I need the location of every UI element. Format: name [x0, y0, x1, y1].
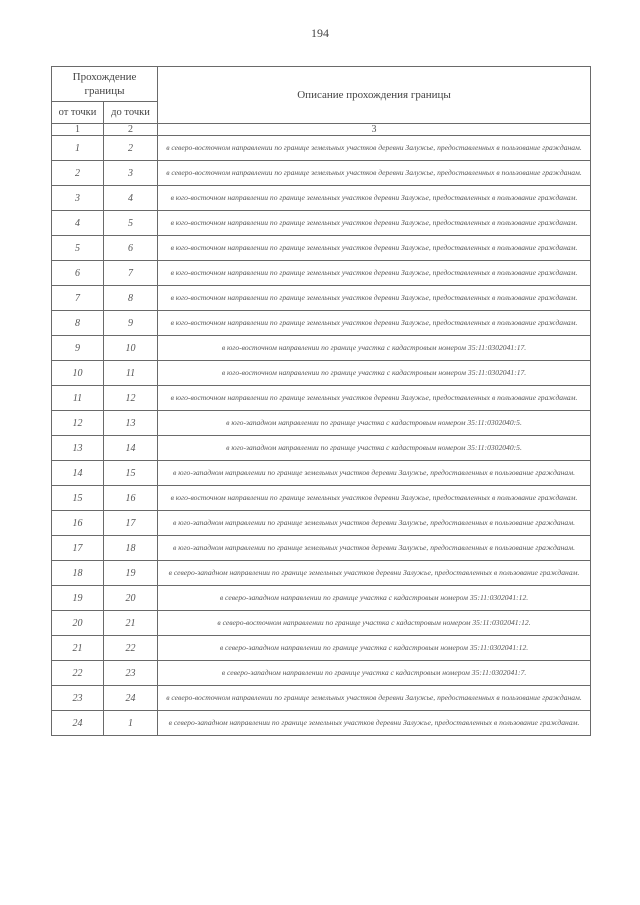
table-body	[52, 136, 591, 736]
table-row	[52, 486, 591, 511]
description-cell: в юго-восточном направлении по границе участка с кадастровым номером 35:11:0302041:17.	[158, 336, 591, 361]
from-point-cell: 15	[52, 486, 104, 511]
table-row	[52, 636, 591, 661]
table-row	[52, 436, 591, 461]
description-cell: в юго-восточном направлении по границе земельных участков деревни Залужье, предоставленных в пользование гражданам.	[158, 236, 591, 261]
description-cell: в северо-западном направлении по границе земельных участков деревни Залужье, предоставленных в пользование гражданам.	[158, 711, 591, 736]
from-point-cell: 8	[52, 311, 104, 336]
to-point-cell: 3	[104, 161, 158, 186]
table-row	[52, 511, 591, 536]
to-point-cell: 4	[104, 186, 158, 211]
from-point-cell: 2	[52, 161, 104, 186]
table-header	[52, 67, 591, 136]
column-number: 3	[158, 124, 591, 136]
table-row	[52, 311, 591, 336]
from-point-cell: 22	[52, 661, 104, 686]
to-point-cell: 2	[104, 136, 158, 161]
from-point-cell: 20	[52, 611, 104, 636]
description-cell: в юго-восточном направлении по границе земельных участков деревни Залужье, предоставленных в пользование гражданам.	[158, 186, 591, 211]
table-row	[52, 161, 591, 186]
description-cell: в северо-западном направлении по границе земельных участков деревни Залужье, предоставленных в пользование гражданам.	[158, 561, 591, 586]
from-point-cell: 9	[52, 336, 104, 361]
description-cell: в юго-западном направлении по границе земельных участков деревни Залужье, предоставленных в пользование гражданам.	[158, 511, 591, 536]
page-number: 194	[311, 26, 329, 40]
to-point-cell: 1	[104, 711, 158, 736]
to-point-cell: 18	[104, 536, 158, 561]
column-number: 1	[52, 124, 104, 136]
from-point-cell: 12	[52, 411, 104, 436]
description-cell: в северо-западном направлении по границе участка с кадастровым номером 35:11:0302041:7.	[158, 661, 591, 686]
table-row	[52, 411, 591, 436]
table-row	[52, 661, 591, 686]
from-point-cell: 21	[52, 636, 104, 661]
table-row	[52, 211, 591, 236]
from-point-cell: 4	[52, 211, 104, 236]
description-cell: в юго-западном направлении по границе земельных участков деревни Залужье, предоставленных в пользование гражданам.	[158, 461, 591, 486]
header-boundary-passage: Прохождение границы	[52, 67, 158, 102]
from-point-cell: 24	[52, 711, 104, 736]
table-row	[52, 361, 591, 386]
description-cell: в юго-восточном направлении по границе земельных участков деревни Залужье, предоставленных в пользование гражданам.	[158, 211, 591, 236]
to-point-cell: 12	[104, 386, 158, 411]
to-point-cell: 24	[104, 686, 158, 711]
description-cell: в юго-восточном направлении по границе земельных участков деревни Залужье, предоставленных в пользование гражданам.	[158, 386, 591, 411]
table-row	[52, 686, 591, 711]
from-point-cell: 11	[52, 386, 104, 411]
from-point-cell: 17	[52, 536, 104, 561]
to-point-cell: 7	[104, 261, 158, 286]
header-description: Описание прохождения границы	[158, 67, 591, 124]
to-point-cell: 15	[104, 461, 158, 486]
to-point-cell: 21	[104, 611, 158, 636]
description-cell: в юго-западном направлении по границе земельных участков деревни Залужье, предоставленных в пользование гражданам.	[158, 536, 591, 561]
to-point-cell: 20	[104, 586, 158, 611]
from-point-cell: 10	[52, 361, 104, 386]
table-row	[52, 336, 591, 361]
table-row	[52, 536, 591, 561]
to-point-cell: 22	[104, 636, 158, 661]
to-point-cell: 8	[104, 286, 158, 311]
to-point-cell: 9	[104, 311, 158, 336]
from-point-cell: 13	[52, 436, 104, 461]
description-cell: в северо-западном направлении по границе участка с кадастровым номером 35:11:0302041:12.	[158, 636, 591, 661]
table-row	[52, 286, 591, 311]
description-cell: в северо-восточном направлении по границе участка с кадастровым номером 35:11:0302041:12.	[158, 611, 591, 636]
header-from-point: от точки	[52, 102, 104, 124]
description-cell: в юго-восточном направлении по границе земельных участков деревни Залужье, предоставленных в пользование гражданам.	[158, 261, 591, 286]
table-row	[52, 186, 591, 211]
to-point-cell: 10	[104, 336, 158, 361]
description-cell: в северо-восточном направлении по границе земельных участков деревни Залужье, предоставленных в пользование гражданам.	[158, 686, 591, 711]
table-row	[52, 586, 591, 611]
description-cell: в юго-восточном направлении по границе земельных участков деревни Залужье, предоставленных в пользование гражданам.	[158, 311, 591, 336]
table-row	[52, 711, 591, 736]
from-point-cell: 14	[52, 461, 104, 486]
table-row	[52, 261, 591, 286]
to-point-cell: 11	[104, 361, 158, 386]
column-number: 2	[104, 124, 158, 136]
from-point-cell: 19	[52, 586, 104, 611]
to-point-cell: 13	[104, 411, 158, 436]
description-cell: в юго-восточном направлении по границе участка с кадастровым номером 35:11:0302041:17.	[158, 361, 591, 386]
to-point-cell: 17	[104, 511, 158, 536]
from-point-cell: 7	[52, 286, 104, 311]
from-point-cell: 1	[52, 136, 104, 161]
to-point-cell: 14	[104, 436, 158, 461]
from-point-cell: 3	[52, 186, 104, 211]
description-cell: в северо-восточном направлении по границе земельных участков деревни Залужье, предоставленных в пользование гражданам.	[158, 161, 591, 186]
description-cell: в юго-восточном направлении по границе земельных участков деревни Залужье, предоставленных в пользование гражданам.	[158, 286, 591, 311]
table-row	[52, 236, 591, 261]
from-point-cell: 23	[52, 686, 104, 711]
to-point-cell: 19	[104, 561, 158, 586]
from-point-cell: 6	[52, 261, 104, 286]
table-row	[52, 561, 591, 586]
boundary-table	[51, 66, 591, 736]
table-row	[52, 611, 591, 636]
from-point-cell: 18	[52, 561, 104, 586]
table-row	[52, 461, 591, 486]
to-point-cell: 16	[104, 486, 158, 511]
description-cell: в юго-западном направлении по границе участка с кадастровым номером 35:11:0302040:5.	[158, 436, 591, 461]
to-point-cell: 23	[104, 661, 158, 686]
from-point-cell: 16	[52, 511, 104, 536]
description-cell: в юго-западном направлении по границе участка с кадастровым номером 35:11:0302040:5.	[158, 411, 591, 436]
description-cell: в юго-восточном направлении по границе земельных участков деревни Залужье, предоставленных в пользование гражданам.	[158, 486, 591, 511]
description-cell: в северо-восточном направлении по границе земельных участков деревни Залужье, предоставленных в пользование гражданам.	[158, 136, 591, 161]
from-point-cell: 5	[52, 236, 104, 261]
table-row	[52, 136, 591, 161]
description-cell: в северо-западном направлении по границе участка с кадастровым номером 35:11:0302041:12.	[158, 586, 591, 611]
header-to-point: до точки	[104, 102, 158, 124]
table-row	[52, 386, 591, 411]
to-point-cell: 6	[104, 236, 158, 261]
to-point-cell: 5	[104, 211, 158, 236]
